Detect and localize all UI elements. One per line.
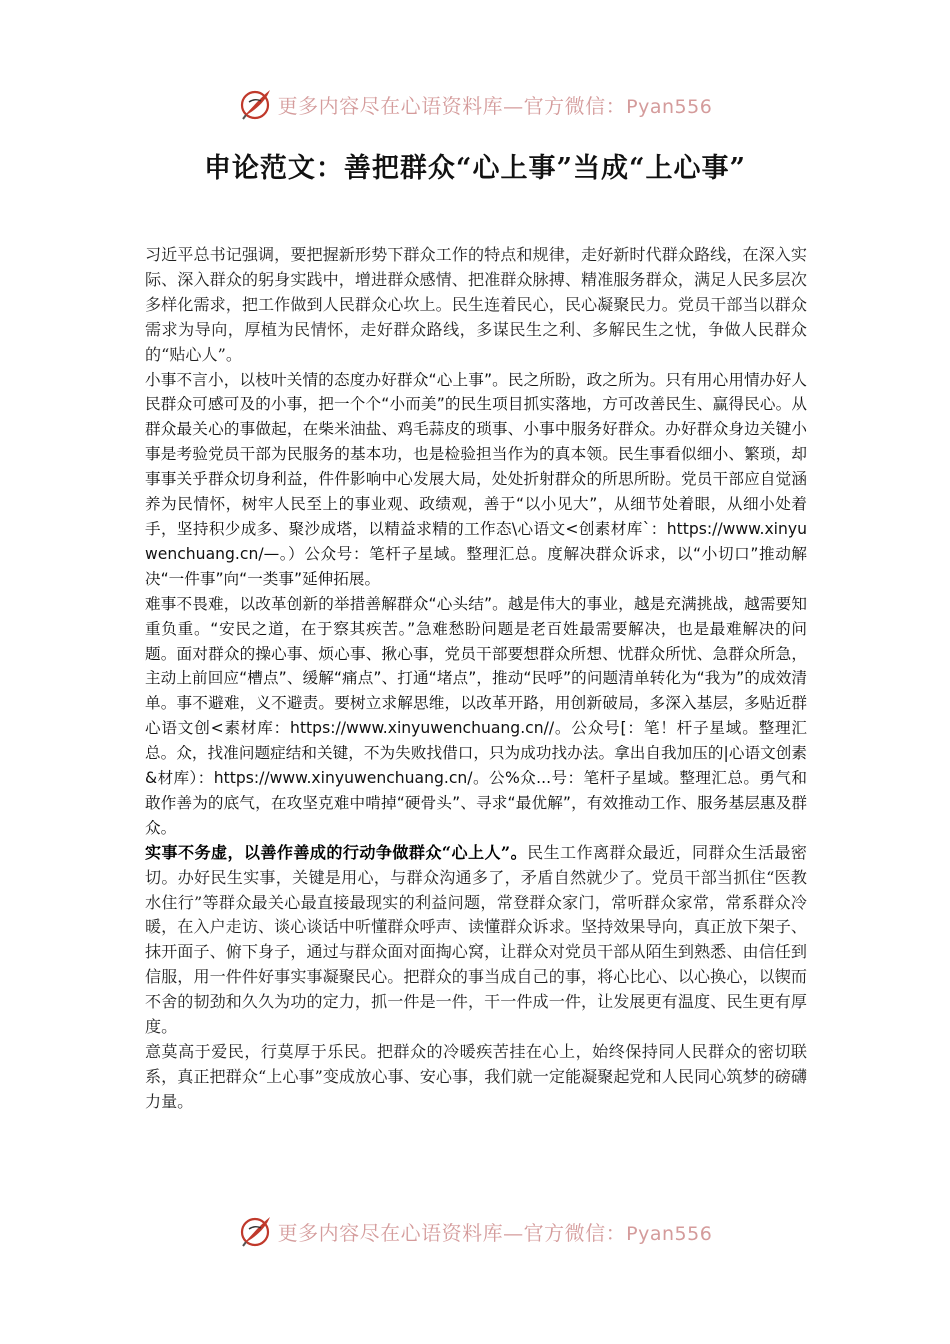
header-banner [0, 84, 950, 124]
quill-pen-logo-icon [238, 86, 274, 122]
paragraph-real-matters-lead: 实事不务虚，以善作善成的行动争做群众“心上人”。 [145, 842, 528, 862]
banner-wechat-id: Pyan556 [626, 95, 713, 118]
banner-text: 更多内容尽在心语资料库—官方微信： [277, 93, 627, 118]
banner-wechat-id: Pyan556 [626, 1222, 713, 1245]
paragraph-small-matters: 小事不言小，以枝叶关情的态度办好群众“心上事”。民之所盼，政之所为。只有用心用情办好人民群众可感可及的小事，把一个个“小而美”的民生项目抓实落地，方可改善民生、赢得民心。从群众最关心的事做起，在柴米油盐、鸡毛蒜皮的琐事、小事中服务好群众。办好群众身边关键小事是考验党员干部为民服务的基本功，也是检验担当作为的真本领。民生事看似细小、繁琐，却事事关乎群众切身利益，件件影响中心发展大局，处处折射群众的所思所盼。党员干部应自觉涵养为民情怀，树牢人民至上的事业观、政绩观，善于“以小见大”，从细节处着眼，从细小处着手，坚持积少成多、聚沙成塔，以精益求精的工作态\心语文<创素材库`：https://www.xinyuwenchuang.cn/—。）公众号：笔杆子星域。整理汇总。度解决群众诉求，以“小切口”推动解决“一件事”向“一类事”延伸拓展。 [145, 370, 807, 588]
paragraph-conclusion: 意莫高于爱民，行莫厚于乐民。把群众的冷暖疾苦挂在心上，始终保持同人民群众的密切联系，真正把群众“上心事”变成放心事、安心事，我们就一定能凝聚起党和人民同心筑梦的磅礴力量。 [145, 1042, 807, 1111]
paragraph-intro: 习近平总书记强调，要把握新形势下群众工作的特点和规律，走好新时代群众路线，在深入实际、深入群众的躬身实践中，增进群众感情、把准群众脉搏、精准服务群众，满足人民多层次多样化需求，把工作做到人民群众心坎上。民生连着民心，民心凝聚民力。党员干部当以群众需求为导向，厚植为民情怀，走好群众路线，多谋民生之利、多解民生之忧，争做人民群众的“贴心人”。 [145, 245, 807, 364]
paragraph-real-matters [145, 841, 807, 1040]
article-body [145, 243, 807, 1115]
paragraph-real-matters-body: 民生工作离群众最近，同群众生活最密切。办好民生实事，关键是用心，与群众沟通多了，矛盾自然就少了。党员干部当抓住“医教水住行”等群众最关心最直接最现实的利益问题，常登群众家门，常听群众家常，常系群众冷暖，在入户走访、谈心谈话中听懂群众呼声、读懂群众诉求。坚持效果导向，真正放下架子、抹开面子、俯下身子，通过与群众面对面掏心窝，让群众对党员干部从陌生到熟悉、由信任到信服，用一件件好事实事凝聚民心。把群众的事当成自己的事，将心比心、以心换心，以锲而不舍的韧劲和久久为功的定力，抓一件是一件，干一件成一件，让发展更有温度、民生更有厚度。 [145, 842, 808, 1037]
banner-text: 更多内容尽在心语资料库—官方微信： [277, 1220, 627, 1245]
paragraph-hard-matters: 难事不畏难，以改革创新的举措善解群众“心头结”。越是伟大的事业，越是充满挑战，越需要知重负重。“安民之道，在于察其疾苦。”急难愁盼问题是老百姓最需要解决，也是最难解决的问题。面对群众的操心事、烦心事、揪心事，党员干部要想群众所想、忧群众所忧、急群众所急，主动上前回应“槽点”、缓解“痛点”、打通“堵点”，推动“民呼”的问题清单转化为“我为”的成效清单。事不避难，义不避责。要树立求解思维，以改革开路，用创新破局，多深入基层，多贴近群心语文创<素材库：https://www.xinyuwenchuang.cn//。公众号[：笔！杆子星域。整理汇总。众，找准问题症结和关键，不为失败找借口，只为成功找办法。拿出自我加压的|心语文创素&材库）：https://www.xinyuwenchuang.cn/。公%众...号：笔杆子星域。整理汇总。勇气和敢作善为的底气，在攻坚克难中啃掉“硬骨头”、寻求“最优解”，有效推动工作、服务基层惠及群众。 [145, 594, 807, 837]
article-title: 申论范文：善把群众“心上事”当成“上心事” [203, 153, 747, 184]
footer-banner [0, 1211, 950, 1251]
quill-pen-logo-icon [238, 1213, 274, 1249]
